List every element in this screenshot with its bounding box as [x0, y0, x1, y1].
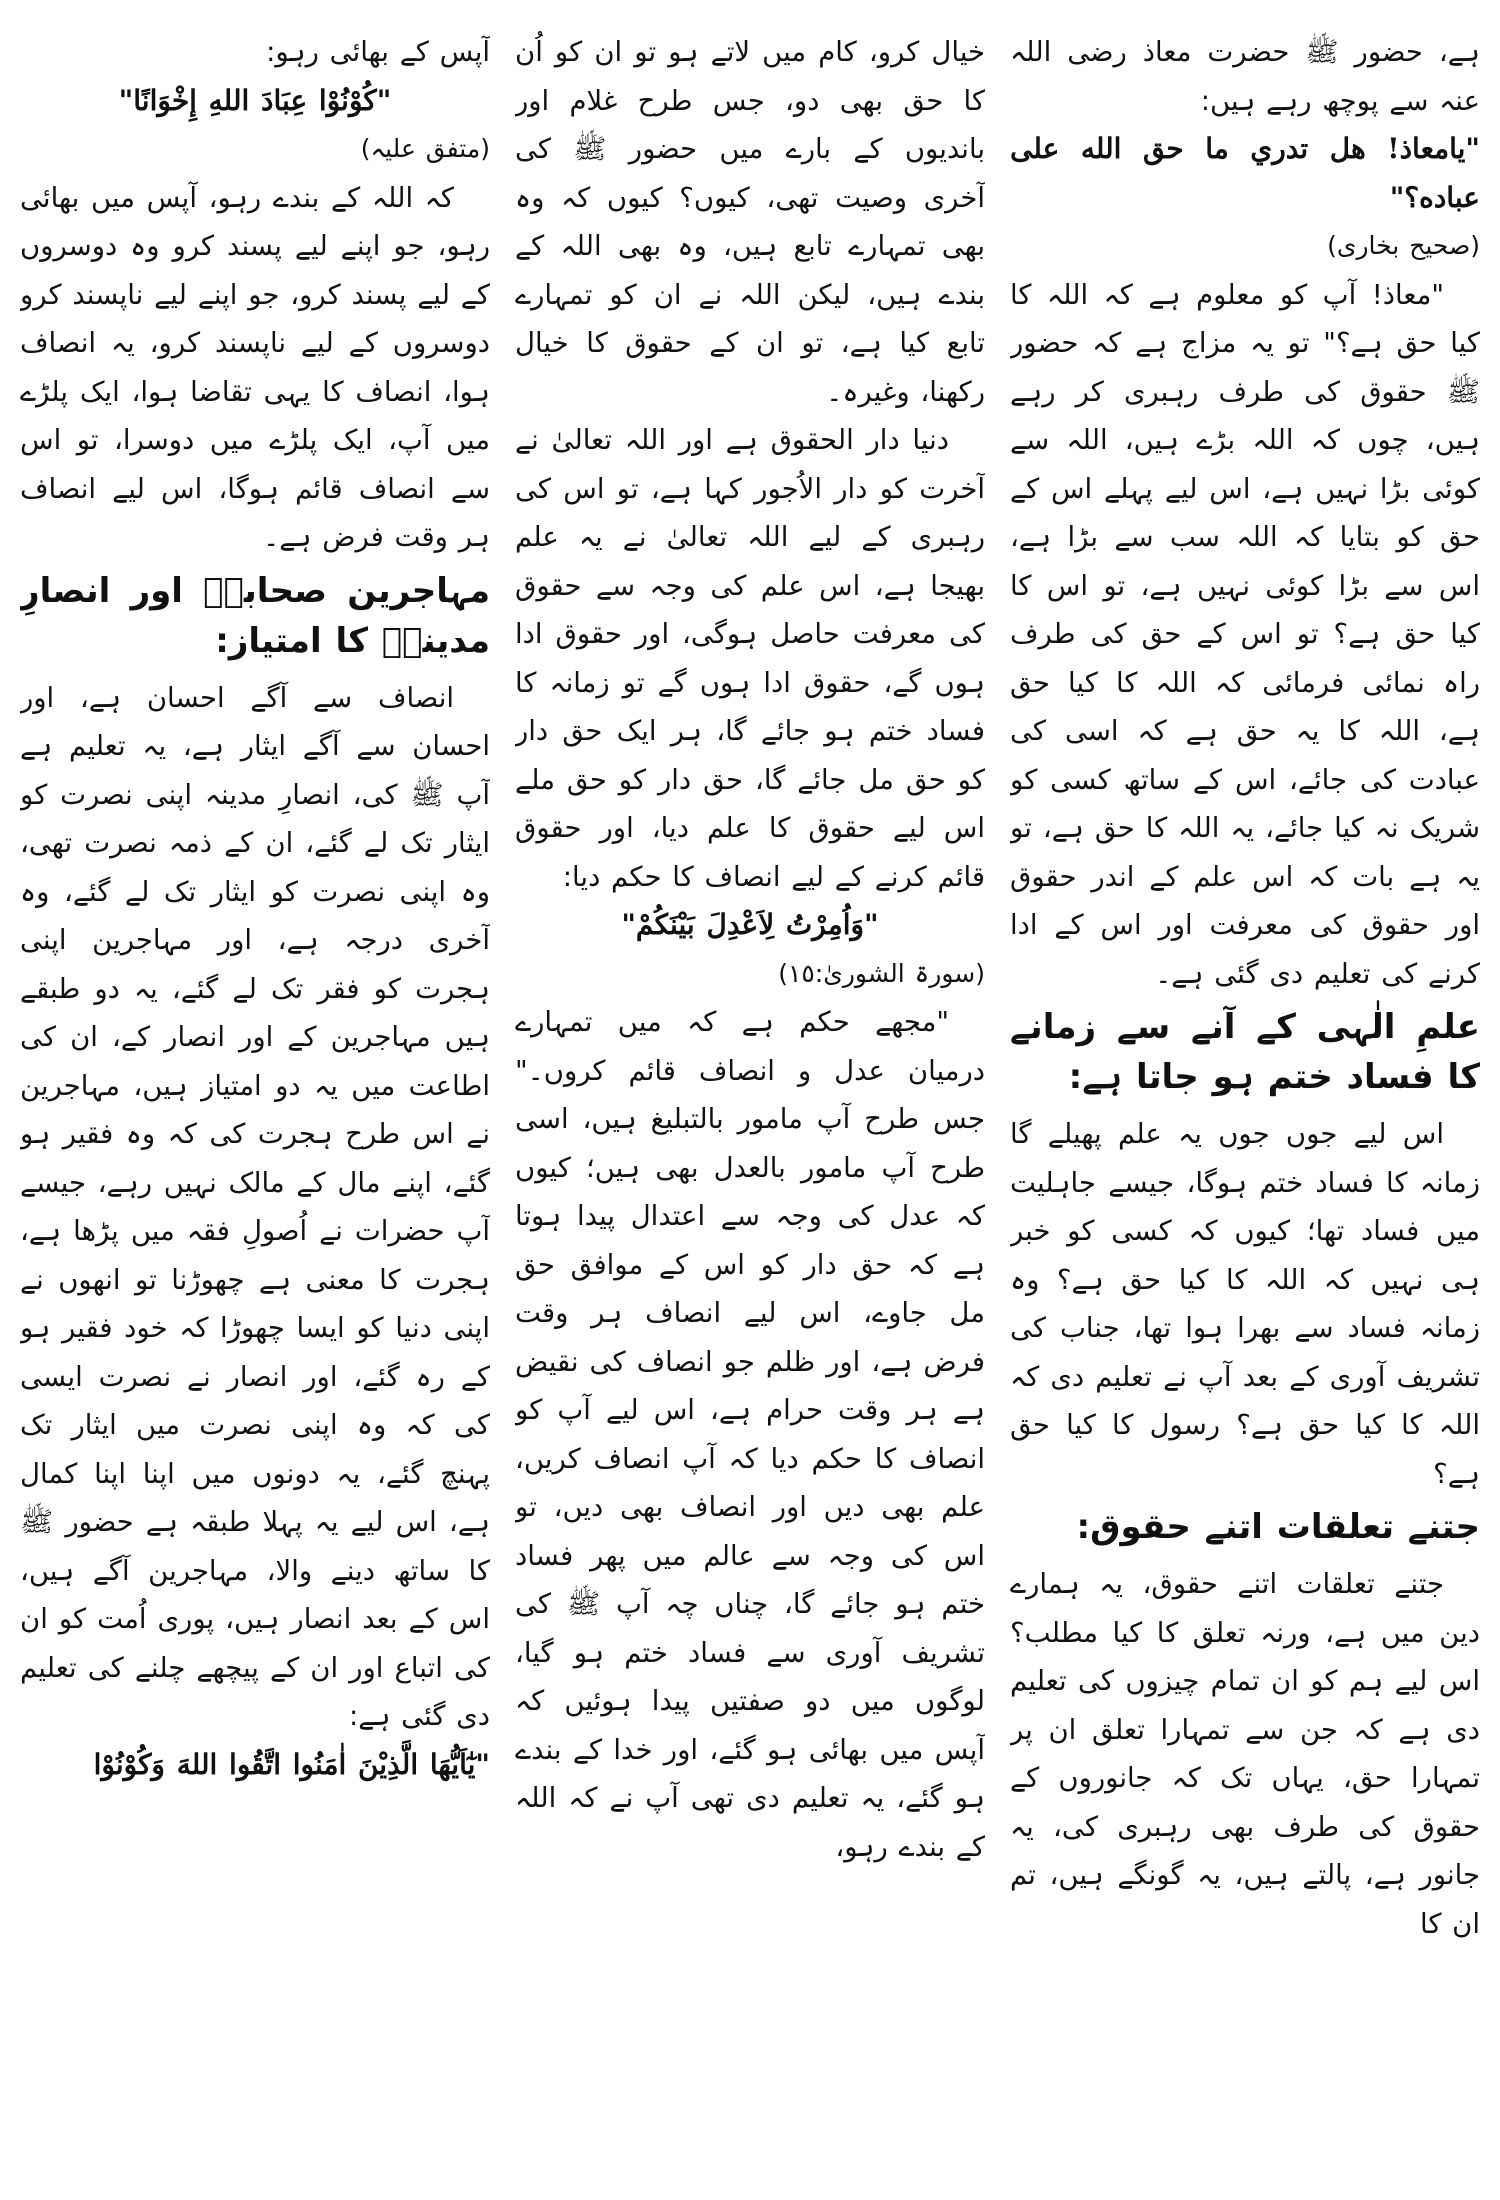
paragraph: دنیا دار الحقوق ہے اور اللہ تعالیٰ نے آخرت کو دار الاُجور کہا ہے، تو اس کی رہبری کے لیے اللہ تعالیٰ نے یہ علم بھیجا ہے، اس علم کی وجہ سے حقوق کی معرفت حاصل ہوگی، اور حقوق ادا ہوں گے، حقوق ادا ہوں گے تو زمانہ کا فساد ختم ہو جائے گا، ہر ایک حق دار کو حق مل جائے گا، حق دار کو حق ملے اس لیے حقوق کا علم دیا، اور حقوق قائم کرنے کے لیے انصاف کا حکم دیا: — [515, 424, 985, 893]
column-right — [1010, 28, 1480, 2178]
paragraph: "معاذ! آپ کو معلوم ہے کہ اللہ کا کیا حق ہے؟" تو یہ مزاج ہے کہ حضور ﷺ حقوق کی طرف رہبری کر رہے ہیں، چوں کہ اللہ بڑے ہیں، اللہ سے کوئی بڑا نہیں ہے، اس لیے پہلے اس کے حق کو بتایا کہ اللہ سب سے بڑا ہے، اس سے بڑا کوئی نہیں ہے، تو اس کا کیا حق ہے؟ تو اس کے حق کی طرف راہ نمائی فرمائی کہ اللہ کا کیا حق ہے، اللہ کا یہ حق ہے کہ اسی کی عبادت کی جائے، اس کے ساتھ کسی کو شریک نہ کیا جائے، یہ اللہ کا حق ہے، تو یہ ہے بات کہ اس علم کے اندر حقوق اور حقوق کی معرفت اور اس کے ادا کرنے کی تعلیم دی گئی ہے۔ — [1010, 278, 1480, 990]
paragraph: "مجھے حکم ہے کہ میں تمہارے درمیان عدل و انصاف قائم کروں۔" جس طرح آپ مامور بالتبلیغ ہیں، اسی طرح آپ مامور بالعدل بھی ہیں؛ کیوں کہ عدل کی وجہ سے اعتدال پیدا ہوتا ہے کہ حق دار کو اس کے موافق حق مل جاوے، اس لیے انصاف ہر وقت فرض ہے، اور ظلم جو انصاف کی نقیض ہے ہر وقت حرام ہے، اس لیے آپ کو انصاف کا حکم دیا کہ آپ انصاف کریں، علم بھی دیں اور انصاف بھی دیں، تو اس کی وجہ سے عالم میں پھر فساد ختم ہو جائے گا، چناں چہ آپ ﷺ کی تشریف آوری سے فساد ختم ہو گیا، لوگوں میں دو صفتیں پیدا ہوئیں کہ آپس میں بھائی ہو گئے، اور خدا کے بندے ہو گئے، یہ تعلیم دی تھی آپ نے کہ اللہ کے بندے رہو، — [515, 1006, 985, 1863]
paragraph: خیال کرو، کام میں لاتے ہو تو ان کو اُن کا حق بھی دو، جس طرح غلام اور باندیوں کے بارے میں حضور ﷺ کی آخری وصیت تھی، کیوں؟ کیوں کہ وہ بھی تمہارے تابع ہیں، وہ بھی اللہ کے بندے ہیں، لیکن اللہ نے ان کو تمہارے تابع کیا ہے، تو ان کے حقوق کا خیال رکھنا، وغیرہ۔ — [515, 36, 985, 408]
arabic-hadith: "یامعاذ! هل تدري ما حق الله علی عباده؟" — [1010, 132, 1480, 214]
column-middle — [515, 28, 985, 2178]
section-heading: مہاجرین صحابہؓ اور انصارِ مدینہؓ کا امتیاز: — [20, 570, 490, 661]
arabic-hadith: "كُوْنُوْا عِبَادَ اللهِ إِخْوَانًا" — [118, 83, 392, 117]
column-left — [20, 28, 490, 2178]
arabic-verse: "يٰٓاَيُّهَا الَّذِيْنَ اٰمَنُوا اتَّقُوا اللهَ وَكُوْنُوْا — [93, 1747, 490, 1781]
section-heading: علمِ الٰہی کے آنے سے زمانے کا فساد ختم ہو جاتا ہے: — [1010, 1007, 1480, 1097]
article-columns — [20, 28, 1480, 2178]
reference: (سورۃ الشوریٰ:١٥) — [778, 958, 985, 988]
paragraph: اس لیے جوں جوں یہ علم پھیلے گا زمانہ کا فساد ختم ہوگا، جیسے جاہلیت میں فساد تھا؛ کیوں کہ کسی کو خبر ہی نہیں کہ اللہ کا کیا حق ہے؟ وہ زمانہ فساد سے بھرا ہوا تھا، جناب کی تشریف آوری کے بعد آپ نے تعلیم دی کہ اللہ کا کیا حق ہے؟ رسول کا کیا حق ہے؟ — [1010, 1118, 1480, 1490]
paragraph: آپس کے بھائی رہو: — [266, 36, 490, 68]
paragraph: کہ اللہ کے بندے رہو، آپس میں بھائی رہو، جو اپنے لیے پسند کرو وہ دوسروں کے لیے پسند کرو، جو اپنے لیے ناپسند کرو دوسروں کے لیے ناپسند کرو، یہ انصاف ہوا، انصاف کا یہی تقاضا ہوا، ایک پلڑے میں آپ، ایک پلڑے میں دوسرا، تو اس سے انصاف قائم ہوگا، اس لیے انصاف ہر وقت فرض ہے۔ — [20, 181, 490, 553]
paragraph: ہے، حضور ﷺ حضرت معاذ رضی اللہ عنہ سے پوچھ رہے ہیں: — [1010, 36, 1480, 117]
arabic-verse: "وَاُمِرْتُ لِاَعْدِلَ بَيْنَكُمْ" — [621, 908, 879, 941]
section-heading: جتنے تعلقات اتنے حقوق: — [1076, 1507, 1480, 1547]
reference: (متفق علیہ) — [360, 134, 490, 163]
paragraph: انصاف سے آگے احسان ہے، اور احسان سے آگے ایثار ہے، یہ تعلیم ہے آپ ﷺ کی، انصارِ مدینہ اپنی نصرت کو ایثار تک لے گئے، ان کے ذمہ نصرت تھی، وہ اپنی نصرت کو ایثار تک لے گئے، وہ آخری درجہ ہے، اور مہاجرین اپنی ہجرت کو فقر تک لے گئے، یہ دو طبقے ہیں مہاجرین کے اور انصار کے، ان کی اطاعت میں یہ دو امتیاز ہیں، مہاجرین نے اس طرح ہجرت کی کہ وہ فقیر ہو گئے، اپنے مال کے مالک نہیں رہے، جیسے آپ حضرات نے اُصولِ فقہ میں پڑھا ہے، ہجرت کا معنی ہے چھوڑنا تو انھوں نے اپنی دنیا کو ایسا چھوڑا کہ خود فقیر ہو کے رہ گئے، اور انصار نے نصرت ایسی کی کہ وہ اپنی نصرت میں ایثار تک پہنچ گئے، یہ دونوں میں اپنا اپنا کمال ہے، اس لیے یہ پہلا طبقہ ہے حضور ﷺ کا ساتھ دینے والا، مہاجرین آگے ہیں، اس کے بعد انصار ہیں، پوری اُمت کو ان کی اتباع اور ان کے پیچھے چلنے کی تعلیم دی گئی ہے: — [20, 681, 490, 1732]
reference: (صحیح بخاری) — [1327, 231, 1480, 260]
paragraph: جتنے تعلقات اتنے حقوق، یہ ہمارے دین میں ہے، ورنہ تعلق کا کیا مطلب؟ اس لیے ہم کو ان تمام چیزوں کی تعلیم دی ہے کہ جن سے تمہارا تعلق ان پر تمہارا حق، یہاں تک کہ جانوروں کے حقوق کی طرف بھی رہبری کی، یہ جانور ہے، پالتے ہیں، یہ گونگے ہیں، تم ان کا — [1010, 1568, 1480, 1940]
